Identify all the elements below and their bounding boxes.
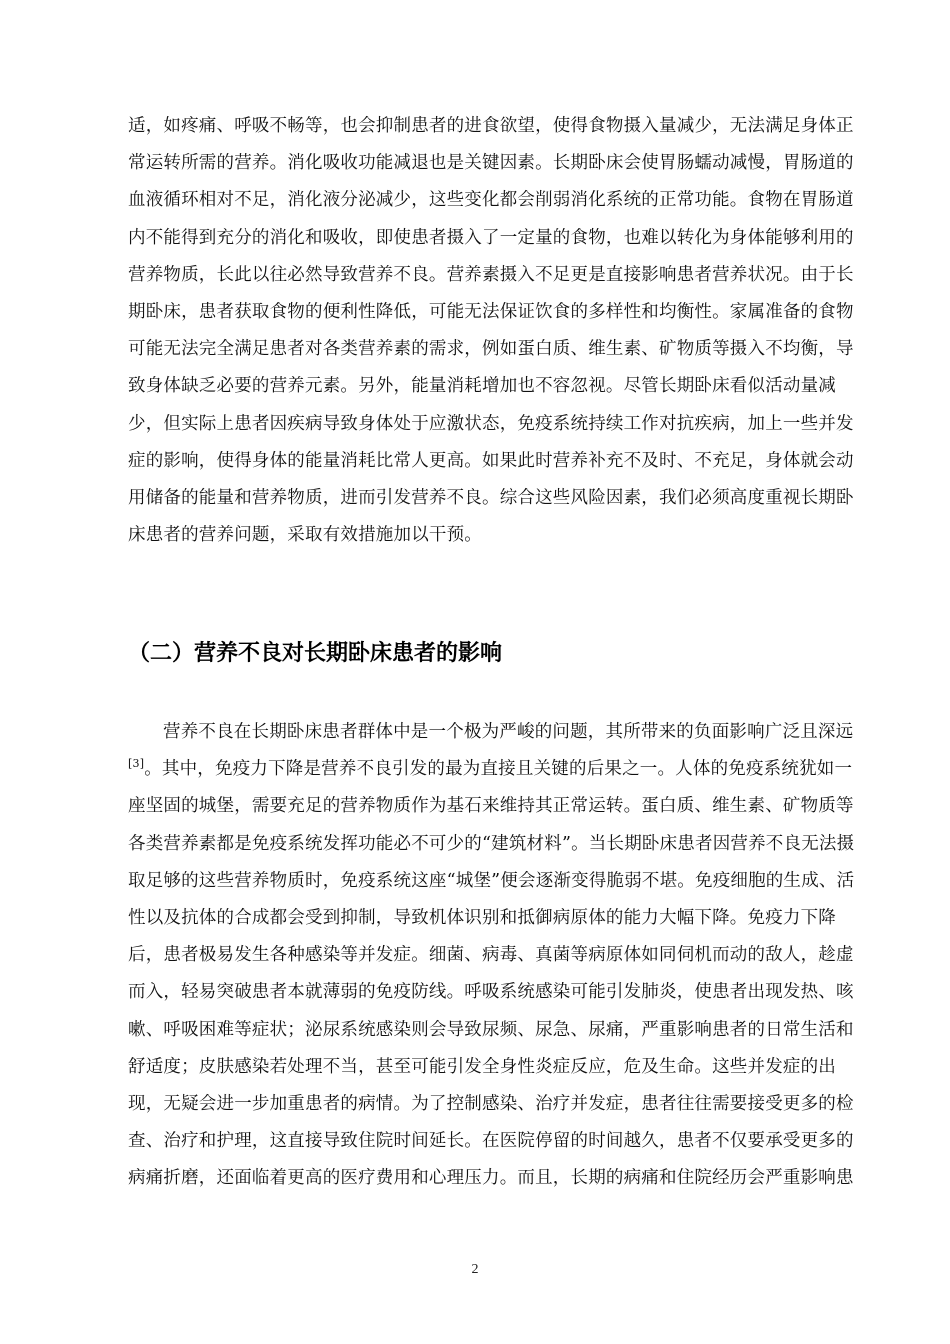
section-heading: （二）营养不良对长期卧床患者的影响: [128, 641, 503, 666]
body-paragraph-2: [128, 714, 858, 1198]
citation-reference: [3]: [128, 757, 145, 771]
page-number: 2: [471, 1262, 479, 1277]
paragraph-2-text-rest: 。其中，免疫力下降是营养不良引发的最为直接且关键的后果之一。人体的免疫系统犹如一座坚固的城堡，需要充足的营养物质作为基石来维持其正常运转。蛋白质、维生素、矿物质等各类营养素都是免疫系统发挥功能必不可少的“建筑材料”。当长期卧床患者因营养不良无法摄取足够的这些营养物质时，免疫系统这座“城堡”便会逐渐变得脆弱不堪。免疫细胞的生成、活性以及抗体的合成都会受到抑制，导致机体识别和抵御病原体的能力大幅下降。免疫力下降后，患者极易发生各种感染等并发症。细菌、病毒、真菌等病原体如同伺机而动的敌人，趁虚而入，轻易突破患者本就薄弱的免疫防线。呼吸系统感染可能引发肺炎，使患者出现发热、咳嗽、呼吸困难等症状；泌尿系统感染则会导致尿频、尿急、尿痛，严重影响患者的日常生活和舒适度；皮肤感染若处理不当，甚至可能引发全身性炎症反应，危及生命。这些并发症的出现，无疑会进一步加重患者的病情。为了控制感染、治疗并发症，患者往往需要接受更多的检查、治疗和护理，这直接导致住院时间延长。在医院停留的时间越久，患者不仅要承受更多的病痛折磨，还面临着更高的医疗费用和心理压力。而且，长期的病痛和住院经历会严重影响患: [128, 759, 855, 1189]
body-paragraph-1: 适，如疼痛、呼吸不畅等，也会抑制患者的进食欲望，使得食物摄入量减少，无法满足身体正常运转所需的营养。消化吸收功能减退也是关键因素。长期卧床会使胃肠蠕动减慢，胃肠道的血液循环相对不足，消化液分泌减少，这些变化都会削弱消化系统的正常功能。食物在胃肠道内不能得到充分的消化和吸收，即使患者摄入了一定量的食物，也难以转化为身体能够利用的营养物质，长此以往必然导致营养不良。营养素摄入不足更是直接影响患者营养状况。由于长期卧床，患者获取食物的便利性降低，可能无法保证饮食的多样性和均衡性。家属准备的食物可能无法完全满足患者对各类营养素的需求，例如蛋白质、维生素、矿物质等摄入不均衡，导致身体缺乏必要的营养元素。另外，能量消耗增加也不容忽视。尽管长期卧床看似活动量减少，但实际上患者因疾病导致身体处于应激状态，免疫系统持续工作对抗疾病，加上一些并发症的影响，使得身体的能量消耗比常人更高。如果此时营养补充不及时、不充足，身体就会动用储备的能量和营养物质，进而引发营养不良。综合这些风险因素，我们必须高度重视长期卧床患者的营养问题，采取有效措施加以干预。: [128, 116, 854, 546]
paragraph-2-text-start: 营养不良在长期卧床患者群体中是一个极为严峻的问题，其所带来的负面影响广泛且深远: [163, 722, 854, 742]
